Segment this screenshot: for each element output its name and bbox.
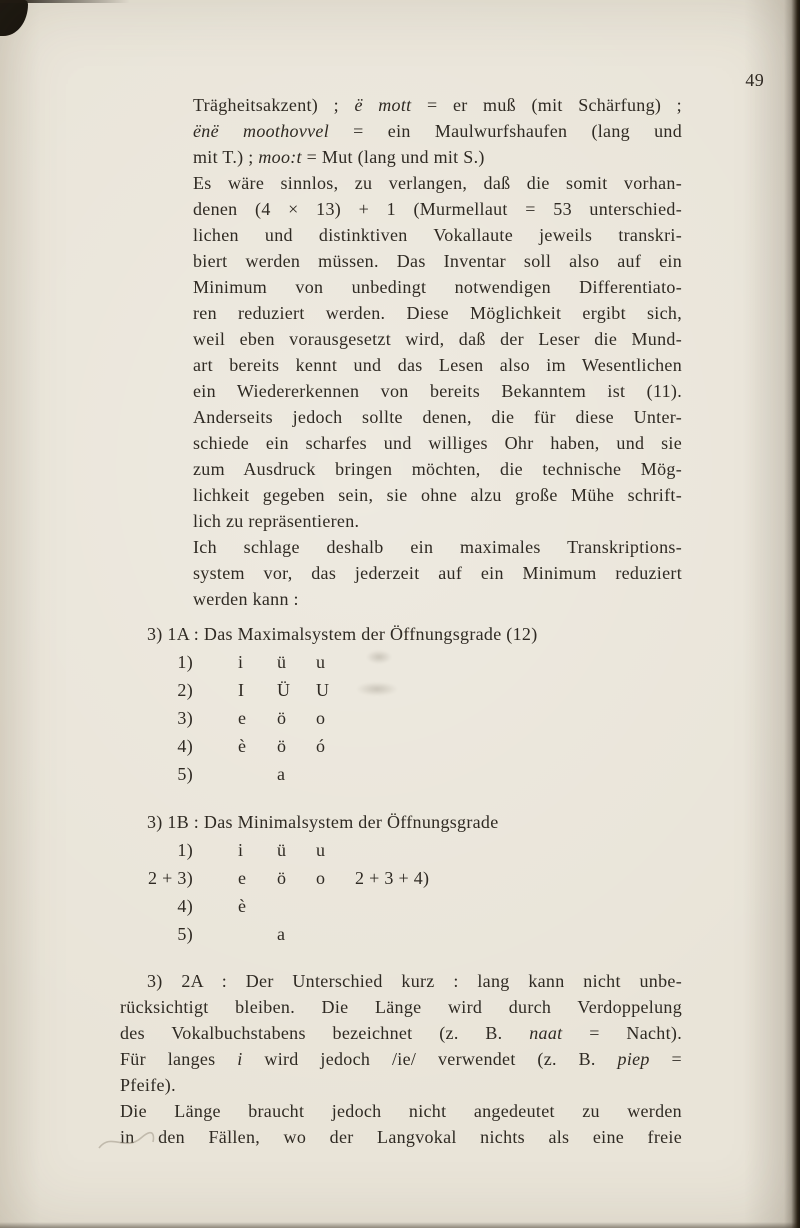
text-segment: Minimum von unbedingt notwendigen Differentiato- [193,277,682,297]
vowel-cell: ü [277,840,287,860]
text-line [193,560,682,586]
vowel-row [120,920,682,948]
vowel-cell [277,892,316,920]
text-segment: = Mut (lang und mit S.) [301,147,485,167]
text-block [193,92,682,170]
text-line [193,378,682,404]
text-segment: zum Ausdruck bringen möchten, die technische Mög- [193,459,682,479]
vowel-cell: a [277,764,286,784]
text-line [120,1020,682,1046]
vowel-cell [238,920,277,948]
text-segment: lich zu repräsentieren. [193,511,360,531]
text-segment: Die Länge braucht jedoch nicht angedeutet zu werden [120,1101,682,1121]
vowel-row-label: 1) [177,840,193,860]
text-segment: ren reduziert werden. Diese Möglichkeit ergibt sich, [193,303,682,323]
text-block [120,1098,682,1150]
text-line [193,404,682,430]
text-segment: moo:t [258,147,302,167]
vowel-row [120,732,682,760]
vowel-row [120,892,682,920]
text-line [193,456,682,482]
vowel-cell: ö [277,868,287,888]
text-segment: ë mott [354,95,412,115]
vowel-cell: ó [316,736,326,756]
text-segment: Es wäre sinnlos, zu verlangen, daß die somit vorhan- [193,173,682,193]
text-segment: in den Fällen, wo der Langvokal nichts als eine freie [120,1127,682,1147]
text-segment: werden kann : [193,589,299,609]
text-block [193,534,682,612]
vowel-cell: o [316,708,326,728]
text-line [120,968,682,994]
text-line [193,248,682,274]
vowel-cell: ü [277,652,287,672]
vowel-cell: u [316,840,326,860]
text-segment: ënë moothovvel [193,121,330,141]
text-segment: lichkeit gegeben sein, sie ohne alzu große Mühe schrift- [193,485,682,505]
vowel-cell [316,760,355,788]
text-segment: Pfeife). [120,1075,176,1095]
vowel-row [120,836,682,864]
vowel-cell [316,920,355,948]
vowel-row [120,676,682,704]
vowel-cell: I [238,680,245,700]
vowel-row-label: 5) [177,924,193,944]
text-line [193,170,682,196]
text-segment: biert werden müssen. Das Inventar soll also auf ein [193,251,682,271]
text-line [120,1098,682,1124]
text-line [193,508,682,534]
vowel-row-trailing: 2 + 3 + 4) [355,868,430,888]
text-segment: Trägheitsakzent) ; [193,95,355,115]
vowel-cell [238,760,277,788]
vowel-cell: Ü [277,680,291,700]
vowel-cell [316,892,355,920]
text-segment: = er muß (mit Schärfung) ; [411,95,682,115]
text-segment: piep [617,1049,650,1069]
text-line [193,352,682,378]
text-line [193,92,682,118]
text-line [193,196,682,222]
vowel-cell: a [277,924,286,944]
text-segment: = ein Maulwurfshaufen (lang und [329,121,682,141]
pencil-smudge [356,682,398,696]
text-line [193,118,682,144]
vowel-cell: U [316,680,330,700]
text-line [120,1046,682,1072]
vowel-row-label: 4) [177,736,193,756]
text-segment: art bereits kennt und das Lesen also im Wesentlichen [193,355,682,375]
text-line [120,1124,682,1150]
vowel-row [120,704,682,732]
vowel-cell: ö [277,708,287,728]
page-number: 49 [745,70,764,90]
text-segment: weil eben vorausgesetzt wird, daß der Leser die Mund- [193,329,682,349]
vowel-cell: u [316,652,326,672]
text-line [193,430,682,456]
text-line [193,586,682,612]
vowel-row-label: 5) [177,764,193,784]
vowel-cell: è [238,736,247,756]
text-line [193,482,682,508]
text-segment: schiede ein scharfes und williges Ohr haben, und sie [193,433,682,453]
text-segment: lichen und distinktiven Vokallaute jeweils transkri- [193,225,682,245]
vowel-cell: e [238,868,247,888]
vowel-row [120,648,682,676]
vowel-row [120,864,682,892]
text-line [193,274,682,300]
page-text [120,92,682,1150]
text-segment: rücksichtigt bleiben. Die Länge wird durch Verdoppelung [120,997,682,1017]
pencil-smudge [366,650,392,664]
text-segment: ein Wiedererkennen von bereits Bekanntem ist (11). [193,381,682,401]
text-segment: denen (4 × 13) + 1 (Murmellaut = 53 unterschied- [193,199,682,219]
list-heading: 3) 1B : Das Minimalsystem der Öffnungsgrade [147,812,499,832]
vowel-row-label: 2) [177,680,193,700]
vowel-row [120,760,682,788]
scan-top-edge-artifact [0,0,130,3]
list-heading: 3) 1A : Das Maximalsystem der Öffnungsgrade (12) [147,624,538,644]
text-line [120,1072,682,1098]
text-block [193,170,682,534]
vowel-cell: è [238,896,247,916]
vowel-row-label: 4) [177,896,193,916]
vowel-table [120,836,682,948]
vowel-row-label: 3) [177,708,193,728]
text-line [193,326,682,352]
text-segment: des Vokalbuchstabens bezeichnet (z. B. [120,1023,530,1043]
text-line [193,144,682,170]
vowel-row-label: 2 + 3) [148,868,193,888]
text-segment: naat [529,1023,563,1043]
text-segment: 3) 2A : Der Unterschied kurz : lang kann nicht unbe- [147,971,682,991]
scan-corner-artifact [0,0,28,36]
text-segment: Ich schlage deshalb ein maximales Transkriptions- [193,537,682,557]
scan-bottom-edge-shadow [0,1222,800,1228]
text-line [193,534,682,560]
text-segment: = Nacht). [562,1023,682,1043]
text-line [120,994,682,1020]
vowel-cell: o [316,868,326,888]
pencil-mark [95,1128,157,1158]
text-line [193,222,682,248]
text-line [193,300,682,326]
vowel-cell: ö [277,736,287,756]
vowel-cell: i [238,652,244,672]
text-segment: Anderseits jedoch sollte denen, die für diese Unter- [193,407,682,427]
text-segment: Für langes [120,1049,238,1069]
vowel-table [120,648,682,788]
scan-right-edge-shadow [784,0,800,1228]
vowel-cell: e [238,708,247,728]
text-segment: wird jedoch /ie/ verwendet (z. B. [242,1049,618,1069]
text-segment: i [237,1049,243,1069]
vowel-row-label: 1) [177,652,193,672]
vowel-cell: i [238,840,244,860]
text-segment: system vor, das jederzeit auf ein Minimum reduziert [193,563,682,583]
text-segment: mit T.) ; [193,147,259,167]
text-block [120,968,682,1098]
text-segment: = [649,1049,682,1069]
